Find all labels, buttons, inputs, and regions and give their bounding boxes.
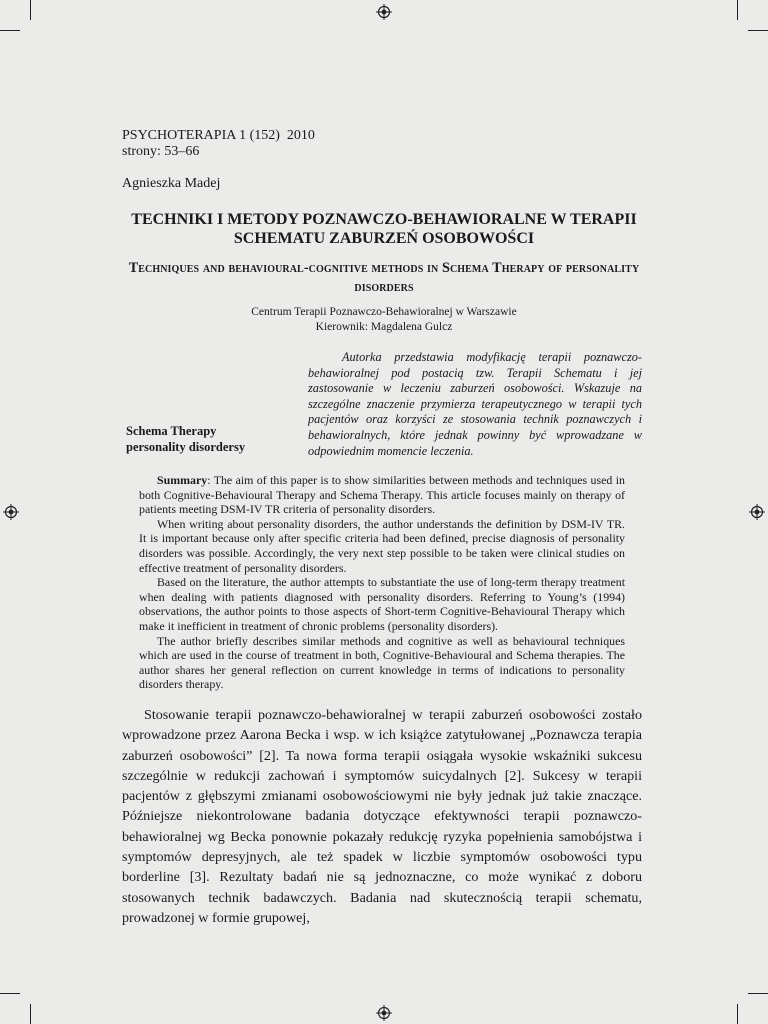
body-text xyxy=(122,705,642,928)
registration-mark-icon xyxy=(3,504,19,520)
keyword: personality disordersy xyxy=(126,440,246,454)
author-name: Agnieszka Madej xyxy=(122,176,221,191)
crop-mark xyxy=(748,30,768,31)
summary-label: Summary xyxy=(157,473,208,487)
head-of-institution: Kierownik: Magdalena Gulcz xyxy=(315,321,453,333)
crop-mark xyxy=(0,993,20,994)
summary-english xyxy=(139,473,625,692)
title-polish: TECHNIKI I METODY POZNAWCZO-BEHAWIORALNE W TERAPII SCHEMATU ZABURZEŃ OSOBOWOŚCI xyxy=(131,211,637,247)
title-english: Techniques and behavioural-cognitive methods in Schema Therapy of personality disorders xyxy=(128,260,640,295)
summary-paragraph: When writing about personality disorders, the author understands the definition by DSM-IV TR. It is important because only after specific criteria had been defined, precise diagnosis of personality disorders was possible. Accordingly, the very next step possible to be taken were clinical studies on effective treatment of personality disorders. xyxy=(139,516,625,575)
affiliation xyxy=(100,305,668,335)
summary-paragraph: Based on the literature, the author attempts to substantiate the use of long-term therapy treatment when dealing with patients diagnosed with personality disorders. Referring to Young’s (1994) observations, the author points to those aspects of Short-term Cognitive-Behavioural Therapy which make it inefficient in treatment of chronic problems (personality disorders). xyxy=(139,575,625,633)
registration-mark-icon xyxy=(376,1005,392,1021)
crop-mark xyxy=(737,1004,738,1024)
crop-mark xyxy=(737,0,738,20)
keyword: Schema Therapy xyxy=(126,424,217,438)
summary-paragraph xyxy=(139,473,625,517)
body-paragraph: Stosowanie terapii poznawczo-behawioralnej w terapii zaburzeń osobowości zostało wprowadzone przez Aarona Becka i wsp. w ich książce zatytułowanej „Poznawcza terapia zaburzeń osobowości” [2]. Ta nowa forma terapii osiągała wysokie wskaźniki sukcesu szczególnie w redukcji zachowań i symptomów suicydalnych [2]. Sukcesy w terapii pacjentów z głębszymi zmianami osobowościowymi nie były jednak już takie znaczące. Późniejsze niekontrolowane badania dotyczące efektywności terapii poznawczo-behawioralnej wg Becka ponownie pokazały redukcję ryzyka popełnienia samobójstwa i symptomów depresyjnych, ale też spadek w liczbie symptomów osobowości typu borderline [3]. Rezultaty badań nie są jednoznaczne, co może wynikać z doboru stosowanych technik badawczych. Badania nad skutecznością terapii schematu, prowadzonej w formie grupowej, xyxy=(122,707,642,926)
registration-mark-icon xyxy=(376,4,392,20)
journal-issue: PSYCHOTERAPIA 1 (152) 2010 xyxy=(122,128,315,143)
keywords xyxy=(126,423,245,455)
page-range: strony: 53–66 xyxy=(122,144,200,159)
crop-mark xyxy=(748,993,768,994)
abstract-polish: Autorka przedstawia modyfikację terapii poznawczo-behawioralnej pod postacią tzw. Terapii Schematu i jej zastosowanie w leczeniu zaburzeń osobowości. Wskazuje na szczególne znaczenie przymierza terapeutycznego w terapii tych pacjentów oraz korzyści ze stosowania technik poznawczych i behawioralnych, które jednak powinny być wprowadzane w odpowiednim momencie leczenia. xyxy=(308,350,642,458)
crop-mark xyxy=(30,0,31,20)
crop-mark xyxy=(0,30,20,31)
summary-paragraph: The author briefly describes similar methods and cognitive as well as behavioural techniques which are used in the course of treatment in both, Cognitive-Behavioural and Schema therapies. The author shares her general reflection on current knowledge in terms of indications to personality disorders therapy. xyxy=(139,633,625,692)
registration-mark-icon xyxy=(749,504,765,520)
summary-text: : The aim of this paper is to show similarities between methods and techniques used in both Cognitive-Behavioural Therapy and Schema Therapy. This article focuses mainly on therapy of patients meeting DSM-IV TR criteria of personality disorders. xyxy=(139,473,625,517)
institution: Centrum Terapii Poznawczo-Behawioralnej w Warszawie xyxy=(251,306,517,318)
journal-header xyxy=(122,128,315,160)
crop-mark xyxy=(30,1004,31,1024)
